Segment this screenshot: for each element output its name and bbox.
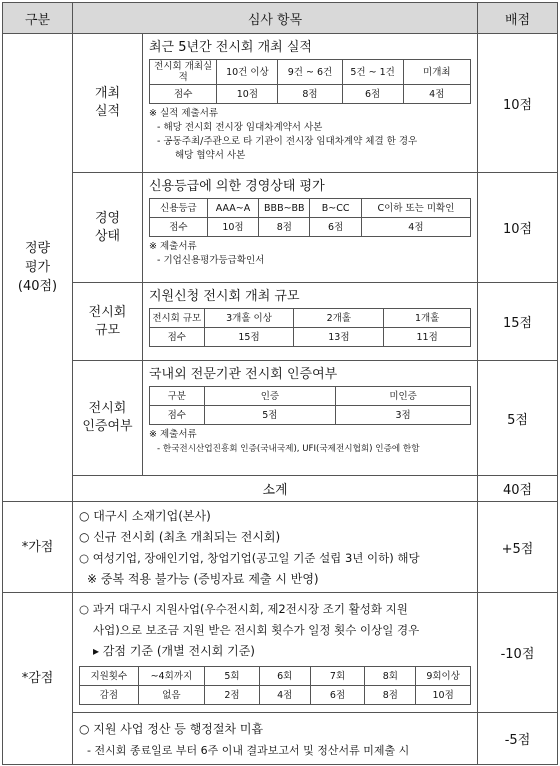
cert-row (3, 361, 558, 476)
scale-title: 지원신청 전시회 개최 규모 (149, 289, 300, 304)
table-cell: 미인증 (336, 387, 471, 406)
penalty-content-1: ○ 과거 대구시 지원사업(우수전시회, 제2전시장 조기 활성화 지원 사업)으로 보조금 지원 받은 전시회 횟수가 일정 횟수 이상일 경우 ▸ 감점 기준 (개별 전시회 기준) 지원횟수 ~4회까지 5회 6회 7회 8회 9회이상 감점 없음 2점 4점 6점 8점 10점 (73, 593, 478, 713)
table-cell: 8점 (365, 686, 416, 705)
table-cell: 8점 (278, 85, 342, 104)
table-cell: 8회 (365, 667, 416, 686)
record-score-table (149, 59, 471, 104)
table-cell: 점수 (150, 328, 205, 347)
table-cell: 구분 (150, 387, 205, 406)
record-content (143, 34, 478, 173)
table-cell: 10점 (217, 85, 278, 104)
table-cell: B~CC (310, 199, 361, 218)
table-cell: 5점 (204, 406, 336, 425)
scale-points: 15점 (478, 283, 558, 361)
table-cell: 점수 (150, 406, 205, 425)
scale-content (143, 283, 478, 361)
record-notes: ※ 실적 제출서류 - 해당 전시회 전시장 임대차계약서 사본 - 공동주최/주관으로 타 기관이 전시장 임대차계약 체결 한 경우 해당 협약서 사본 (149, 108, 418, 161)
table-cell: 15점 (204, 328, 294, 347)
status-row (3, 173, 558, 283)
table-cell: ~4회까지 (138, 667, 204, 686)
table-cell: 5건 ~ 1건 (342, 60, 403, 85)
table-cell: 7회 (310, 667, 365, 686)
subtotal-label: 소계 (73, 476, 478, 502)
quantitative-category: 정량 평가 (40점) (3, 34, 73, 502)
scale-score-table (149, 308, 471, 347)
header-category: 구분 (3, 3, 73, 34)
evaluation-table (2, 2, 558, 765)
status-notes: ※ 제출서류 - 기업신용평가등급확인서 (149, 241, 265, 266)
table-cell: 6점 (310, 218, 361, 237)
bonus-category: *가점 (3, 502, 73, 593)
table-cell: 4점 (403, 85, 470, 104)
cert-content (143, 361, 478, 476)
penalty-row-1 (3, 593, 558, 713)
table-cell: 2점 (205, 686, 260, 705)
penalty-points-1: -10점 (478, 593, 558, 713)
penalty-points-2: -5점 (478, 713, 558, 765)
scale-row (3, 283, 558, 361)
subtotal-points: 40점 (478, 476, 558, 502)
table-cell: 전시회 규모 (150, 309, 205, 328)
table-cell: 8점 (259, 218, 310, 237)
table-cell: 4점 (259, 686, 310, 705)
table-cell: 3개홀 이상 (204, 309, 294, 328)
cert-points: 5점 (478, 361, 558, 476)
table-cell: AAA~A (207, 199, 258, 218)
table-cell: 지원횟수 (80, 667, 139, 686)
penalty-category: *감점 (3, 593, 73, 765)
table-cell: 인증 (204, 387, 336, 406)
bonus-points: +5점 (478, 502, 558, 593)
header-items: 심사 항목 (73, 3, 478, 34)
status-points: 10점 (478, 173, 558, 283)
table-cell: 신용등급 (150, 199, 208, 218)
table-cell: 6회 (259, 667, 310, 686)
header-points: 배점 (478, 3, 558, 34)
status-content (143, 173, 478, 283)
bonus-row (3, 502, 558, 593)
record-points: 10점 (478, 34, 558, 173)
header-row (3, 3, 558, 34)
scale-subcategory: 전시회 규모 (73, 283, 143, 361)
table-cell: 9건 ~ 6건 (278, 60, 342, 85)
table-cell: 점수 (150, 218, 208, 237)
table-cell: 감점 (80, 686, 139, 705)
table-cell: C이하 또는 미확인 (361, 199, 470, 218)
table-cell: 6점 (342, 85, 403, 104)
table-cell: 5회 (205, 667, 260, 686)
table-cell: 미개최 (403, 60, 470, 85)
status-score-table (149, 198, 471, 237)
cert-score-table (149, 386, 471, 425)
record-subcategory: 개최 실적 (73, 34, 143, 173)
table-cell: BBB~BB (259, 199, 310, 218)
subtotal-row (3, 476, 558, 502)
record-title: 최근 5년간 전시회 개최 실적 (149, 40, 312, 55)
status-subcategory: 경영 상태 (73, 173, 143, 283)
cert-title: 국내외 전문기관 전시회 인증여부 (149, 367, 338, 382)
table-cell: 4점 (361, 218, 470, 237)
table-cell: 점수 (150, 85, 217, 104)
penalty-row-2 (3, 713, 558, 765)
record-row (3, 34, 558, 173)
status-title: 신용등급에 의한 경영상태 평가 (149, 179, 325, 194)
table-cell: 9회이상 (416, 667, 471, 686)
table-cell: 전시회 개최실적 (150, 60, 217, 85)
table-cell: 없음 (138, 686, 204, 705)
bonus-content: ○ 대구시 소재기업(본사) ○ 신규 전시회 (최초 개최되는 전시회) ○ 여성기업, 장애인기업, 창업기업(공고일 기준 설립 3년 이하) 해당 ※ 중복 적용 불가능 (증빙자료 제출 시 반영) (73, 502, 478, 593)
penalty-score-table (79, 666, 471, 705)
table-cell: 1개홀 (384, 309, 471, 328)
penalty-content-2: ○ 지원 사업 정산 등 행정절차 미흡 - 전시회 종료일로 부터 6주 이내 결과보고서 및 정산서류 미제출 시 (73, 713, 478, 765)
table-cell: 11점 (384, 328, 471, 347)
table-cell: 13점 (294, 328, 384, 347)
table-cell: 6점 (310, 686, 365, 705)
table-cell: 10점 (207, 218, 258, 237)
table-cell: 2개홀 (294, 309, 384, 328)
table-cell: 10점 (416, 686, 471, 705)
table-cell: 3점 (336, 406, 471, 425)
table-cell: 10건 이상 (217, 60, 278, 85)
cert-subcategory: 전시회 인증여부 (73, 361, 143, 476)
cert-notes: ※ 제출서류 - 한국전시산업진흥회 인증(국내국제), UFI(국제전시협회) 인증에 한함 (149, 429, 420, 454)
